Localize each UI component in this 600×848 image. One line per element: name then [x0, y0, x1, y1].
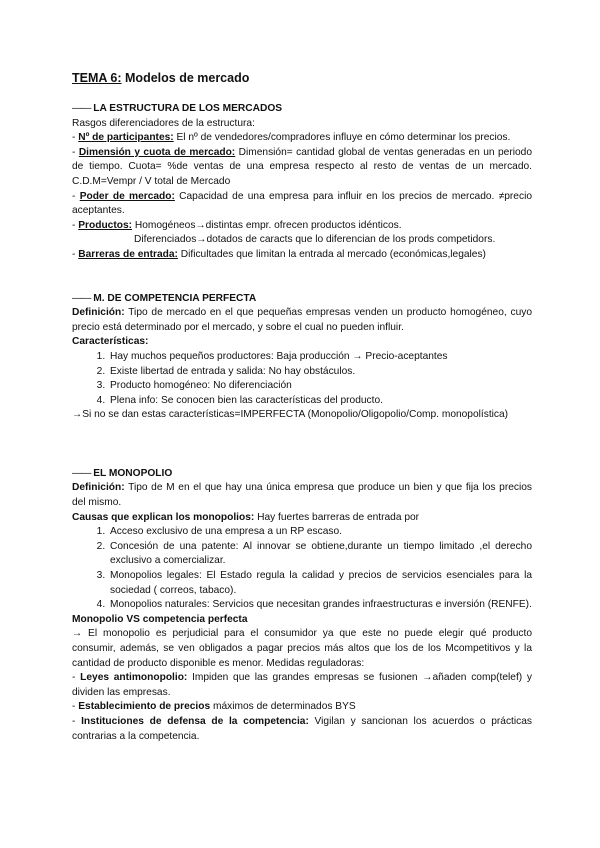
section-perfect-competition	[72, 292, 532, 423]
characteristics-label: Características:	[72, 336, 149, 348]
imperfect-note: →Si no se dan estas características=IMPERFECTA (Monopolio/Oligopolio/Comp. monopolística)	[72, 409, 509, 421]
list-item: 1. Hay muchos pequeños productores: Baja producción → Precio-aceptantes	[108, 350, 532, 365]
list-item: - Nº de participantes: El nº de vendedores/compradores influye en cómo determinar los precios.	[72, 132, 511, 144]
section-monopoly	[72, 467, 532, 744]
list-item: 3. Monopolios legales: El Estado regula la calidad y precios de servicios esenciales para la sociedad ( correos, tabaco).	[108, 569, 532, 598]
list-item: - Instituciones de defensa de la competencia: Vigilan y sancionan los acuerdos o prácticas contrarias a la competencia.	[72, 715, 532, 742]
characteristics-list	[72, 350, 532, 408]
list-item: 2. Existe libertad de entrada y salida: No hay obstáculos.	[108, 365, 532, 380]
section-heading: —— LA ESTRUCTURA DE LOS MERCADOS	[72, 103, 283, 114]
document-body	[72, 70, 532, 744]
title-prefix: TEMA 6:	[72, 71, 122, 85]
section-market-structure	[72, 102, 532, 263]
list-item: - Establecimiento de precios máximos de determinados BYS	[72, 701, 356, 713]
causes-list	[72, 525, 532, 613]
list-item: 2. Concesión de una patente: Al innovar se obtiene,durante un tiempo limitado ,el derecho exclusivo a comercializar.	[108, 540, 532, 569]
list-item: 4. Plena info: Se conocen bien las características del producto.	[108, 394, 532, 409]
definition: Definición: Tipo de M en el que hay una única empresa que produce un bien y que fija los precios del mismo.	[72, 482, 532, 509]
list-item: 3. Producto homogéneo: No diferenciación	[108, 379, 532, 394]
causes: Causas que explican los monopolios: Hay fuertes barreras de entrada por	[72, 511, 420, 523]
list-item: 4. Monopolios naturales: Servicios que necesitan grandes infraestructuras e inversión (RENFE).	[108, 598, 532, 613]
section-heading: —— M. DE COMPETENCIA PERFECTA	[72, 292, 257, 304]
list-item: - Leyes antimonopolio: Impiden que las grandes empresas se fusionen →añaden comp(telef) y dividen las empresas.	[72, 672, 532, 698]
title-text: Modelos de mercado	[121, 71, 250, 85]
list-item-continuation: Diferenciados→dotados de caracts que lo diferencian de los prods competidors.	[134, 234, 496, 246]
definition: Definición: Tipo de mercado en el que pequeñas empresas venden un producto homogéneo, cuyo precio está determinado por el mercado, y sobre el cual no pueden influir.	[72, 307, 532, 333]
list-item: - Dimensión y cuota de mercado: Dimensión= cantidad global de ventas generadas en un periodo de tiempo. Cuota= %de ventas de una empresa respecto al resto de ventas de un mercado. C.D.M=Vempr / V total de Mercado	[72, 146, 532, 187]
comparison-heading: Monopolio VS competencia perfecta	[72, 613, 248, 625]
list-item: 1. Acceso exclusivo de una empresa a un RP escaso.	[108, 525, 532, 540]
section-intro: Rasgos diferenciadores de la estructura:	[72, 117, 255, 129]
list-item: - Barreras de entrada: Dificultades que limitan la entrada al mercado (económicas,legales)	[72, 248, 486, 260]
comparison-text: → El monopolio es perjudicial para el consumidor ya que este no puede elegir qué producto consumir, además, se ven obligados a pagar precios más altos que los de los Mcompetitivos y la cantidad de producto disponible es menor. Medidas reguladoras:	[72, 628, 532, 669]
page-title	[72, 70, 532, 86]
section-heading: —— EL MONOPOLIO	[72, 467, 173, 479]
list-item: - Poder de mercado: Capacidad de una empresa para influir en los precios de mercado. ≠precio aceptantes.	[72, 190, 532, 217]
list-item: - Productos: Homogéneos→distintas empr. ofrecen productos idénticos.	[72, 219, 402, 231]
